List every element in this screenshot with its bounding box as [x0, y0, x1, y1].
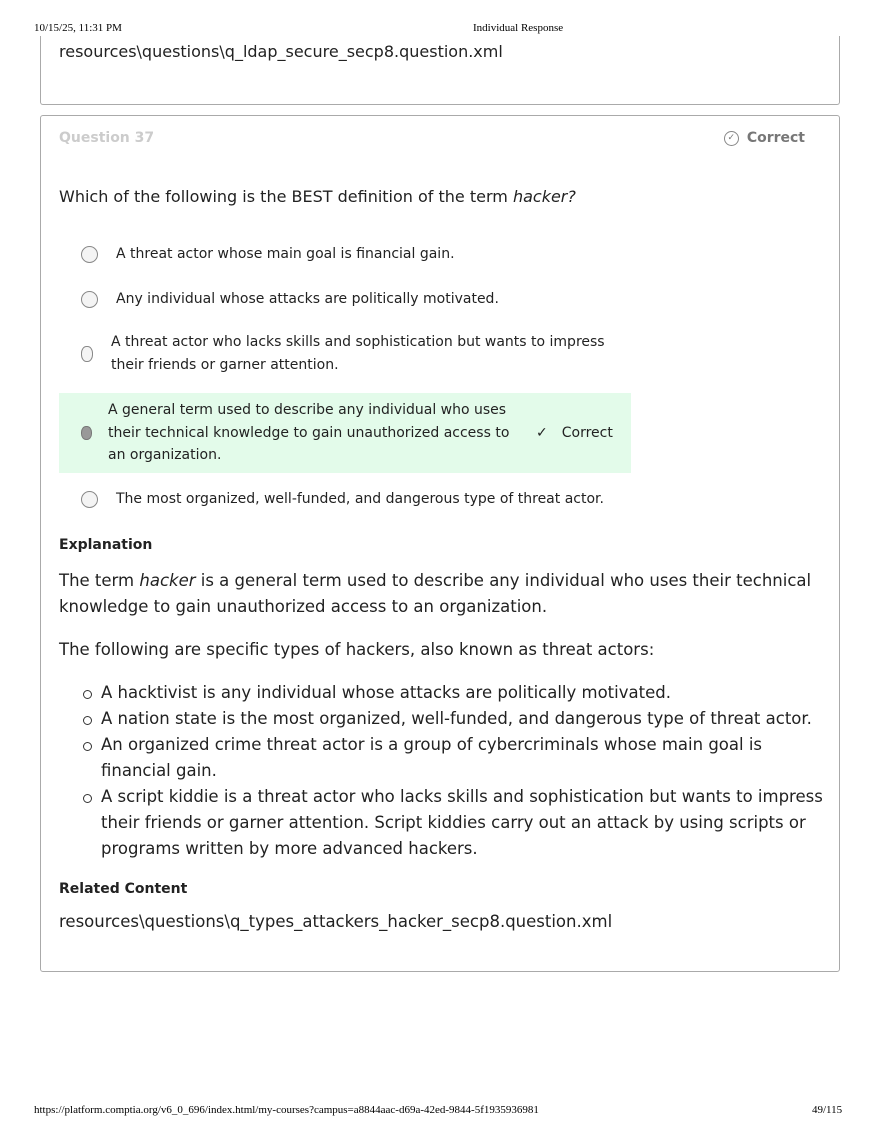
- related-content-path: resources\questions\q_ldap_secure_secp8.question.xml: [59, 42, 503, 61]
- print-title: Individual Response: [473, 22, 564, 34]
- previous-question-card: [40, 36, 840, 105]
- check-circle-icon: ✓: [724, 131, 739, 146]
- option-text: Any individual whose attacks are politically motivated.: [116, 291, 499, 307]
- option-text: A threat actor who lacks skills and sophistication but wants to impress their friends or garner attention.: [111, 334, 605, 373]
- option-text: The most organized, well-funded, and dangerous type of threat actor.: [116, 491, 604, 507]
- print-datetime: 10/15/25, 11:31 PM: [34, 22, 122, 34]
- question-number: Question 37: [59, 130, 155, 146]
- radio-button[interactable]: [81, 291, 98, 308]
- answer-option[interactable]: [59, 331, 631, 376]
- print-page-number: 49/115: [812, 1104, 843, 1116]
- correct-feedback: [536, 422, 613, 445]
- related-content-path: resources\questions\q_types_attackers_hacker_secp8.question.xml: [59, 912, 613, 931]
- question-card: [40, 115, 840, 972]
- status-label: Correct: [746, 130, 805, 146]
- radio-button[interactable]: [81, 491, 98, 508]
- radio-button[interactable]: [81, 346, 93, 362]
- threat-actor-list: [101, 680, 831, 862]
- question-text: [59, 187, 576, 206]
- list-item: A script kiddie is a threat actor who lacks skills and sophistication but wants to impress their friends or garner attention. Script kiddies carry out an attack by using scripts or programs written by more advanced hackers.: [101, 784, 831, 862]
- check-icon: ✓: [536, 424, 548, 441]
- explanation-heading: Explanation: [59, 537, 153, 553]
- feedback-label: Correct: [561, 424, 613, 441]
- option-text: A general term used to describe any individual who uses their technical knowledge to gain unauthorized access to an organization.: [108, 402, 510, 463]
- print-url: https://platform.comptia.org/v6_0_696/index.html/my-courses?campus=a8844aac-d69a-42ed-9844-5f1935936981: [34, 1104, 539, 1116]
- expl-italic: hacker: [139, 571, 196, 590]
- list-item: A nation state is the most organized, well-funded, and dangerous type of threat actor.: [101, 706, 831, 732]
- option-text: A threat actor whose main goal is financial gain.: [116, 246, 455, 262]
- expl-text: is a general term used to describe any individual who uses their technical knowledge to gain unauthorized access to an organization.: [59, 571, 812, 616]
- radio-button-selected[interactable]: [81, 426, 92, 440]
- question-text-main: Which of the following is the BEST definition of the term: [59, 187, 513, 206]
- answer-option-selected[interactable]: [59, 393, 631, 473]
- list-item: A hacktivist is any individual whose attacks are politically motivated.: [101, 680, 831, 706]
- answer-option[interactable]: [59, 488, 631, 511]
- explanation-paragraph: The following are specific types of hackers, also known as threat actors:: [59, 640, 655, 659]
- expl-text: The term: [59, 571, 140, 590]
- question-text-italic: hacker?: [512, 187, 576, 206]
- list-item: An organized crime threat actor is a group of cybercriminals whose main goal is financial gain.: [101, 732, 831, 784]
- explanation-paragraph: [59, 568, 829, 620]
- answer-option[interactable]: [59, 288, 631, 311]
- status-badge: [724, 130, 805, 146]
- radio-button[interactable]: [81, 246, 98, 263]
- related-content-heading: Related Content: [59, 881, 188, 897]
- answer-option[interactable]: [59, 243, 631, 266]
